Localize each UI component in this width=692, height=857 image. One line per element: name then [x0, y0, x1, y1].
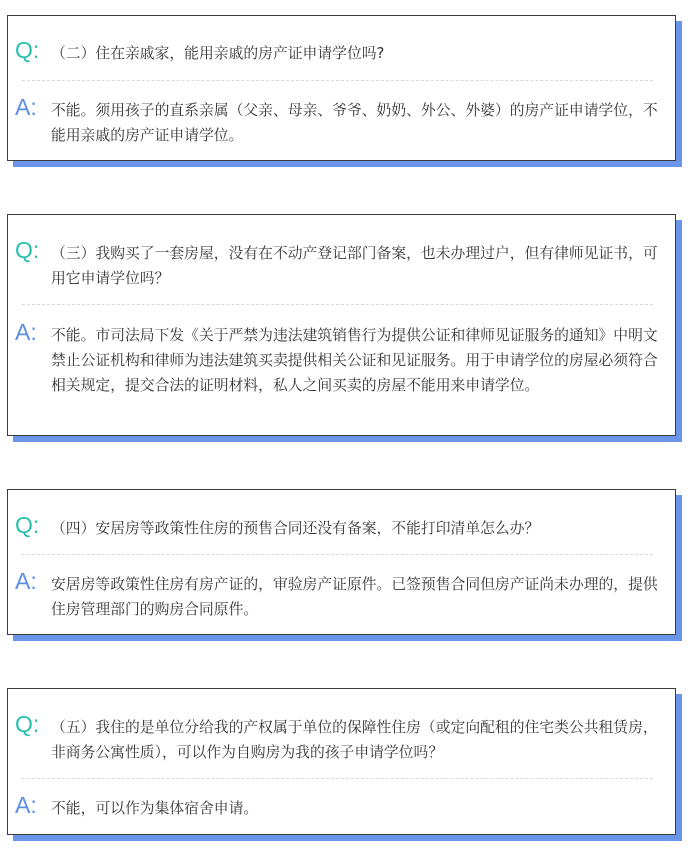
answer-block	[15, 319, 659, 398]
qa-card	[7, 15, 676, 161]
answer-text: 不能，可以作为集体宿舍申请。	[51, 800, 259, 817]
qa-card	[7, 489, 676, 635]
question-label: Q:	[15, 711, 40, 737]
question-label: Q:	[15, 37, 40, 63]
question-block	[15, 237, 659, 291]
question-block	[15, 711, 659, 765]
answer-text: 安居房等政策性住房有房产证的，审验房产证原件。已签预售合同但房产证尚未办理的，提供住房管理部门的购房合同原件。	[51, 576, 658, 618]
question-text: （三）我购买了一套房屋，没有在不动产登记部门备案，也未办理过户，但有律师见证书，可用它申请学位吗？	[51, 245, 658, 287]
question-label: Q:	[15, 512, 40, 538]
answer-label: A:	[15, 568, 37, 594]
question-text: （五）我住的是单位分给我的产权属于单位的保障性住房（或定向配租的住宅类公共租赁房，非商务公寓性质），可以作为自购房为我的孩子申请学位吗？	[51, 719, 658, 761]
qa-card	[7, 214, 676, 436]
answer-block	[15, 792, 659, 821]
answer-block	[15, 568, 659, 622]
question-block	[15, 37, 659, 66]
question-text: （四）安居房等政策性住房的预售合同还没有备案，不能打印清单怎么办？	[51, 520, 540, 537]
divider	[22, 304, 653, 305]
question-label: Q:	[15, 237, 40, 263]
divider	[22, 80, 653, 81]
question-text: （二）住在亲戚家，能用亲戚的房产证申请学位吗?	[51, 45, 385, 62]
qa-card	[7, 688, 676, 835]
answer-label: A:	[15, 792, 37, 818]
divider	[22, 778, 653, 779]
answer-block	[15, 94, 659, 148]
answer-label: A:	[15, 319, 37, 345]
divider	[22, 554, 653, 555]
question-block	[15, 512, 659, 541]
answer-label: A:	[15, 94, 37, 120]
answer-text: 不能。市司法局下发《关于严禁为违法建筑销售行为提供公证和律师见证服务的通知》中明文禁止公证机构和律师为违法建筑买卖提供相关公证和见证服务。用于申请学位的房屋必须符合相关规定，提交合法的证明材料，私人之间买卖的房屋不能用来申请学位。	[51, 327, 658, 394]
answer-text: 不能。须用孩子的直系亲属（父亲、母亲、爷爷、奶奶、外公、外婆）的房产证申请学位，不能用亲戚的房产证申请学位。	[51, 102, 658, 144]
